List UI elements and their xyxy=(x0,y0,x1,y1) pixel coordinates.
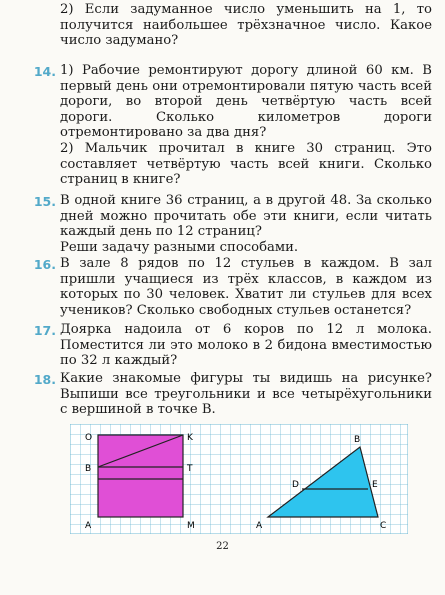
problem-17 xyxy=(12,322,432,369)
problem-text: Какие знакомые фигуры ты видишь на рисунке? Выпиши все треугольники и все четырёхугольники с вершиной в точке B. xyxy=(60,371,432,418)
problem-text: 2) Если задуманное число уменьшить на 1, то получится наибольшее трёхзначное число. Какое число задумано? xyxy=(60,2,432,49)
problem-15 xyxy=(12,193,432,255)
label-c: C xyxy=(380,521,387,531)
label-k: K xyxy=(187,433,193,443)
label-b-left: B xyxy=(85,464,92,474)
problem-number: 17. xyxy=(33,323,56,338)
label-b-triangle: B xyxy=(354,435,361,445)
label-m: M xyxy=(187,521,195,531)
problem-number: 15. xyxy=(33,194,56,209)
problem-text: В зале 8 рядов по 12 стульев в каждом. В зал пришли учащиеся из трёх классов, в каждом из которых по 30 человек. Хватит ли стульев для всех учеников? Сколько свободных стульев останется? xyxy=(60,256,432,318)
page-number: 22 xyxy=(216,541,229,552)
problem-text: 1) Рабочие ремонтируют дорогу длиной 60 км. В первый день они отремонтировали пятую часть всей дороги, во второй день четвёртую часть всей дороги. Сколько километров дороги отремонтировано за два дня? xyxy=(60,63,432,141)
problem-number: 18. xyxy=(33,372,56,387)
label-a-left: A xyxy=(85,521,92,531)
problem-number: 14. xyxy=(33,64,56,79)
problem-text: В одной книге 36 страниц, а в другой 48. За сколько дней можно прочитать обе эти книги, если читать каждый день по 12 страниц? xyxy=(60,193,432,240)
geometry-figure xyxy=(70,424,408,534)
problem-16 xyxy=(12,256,432,318)
problem-text: 2) Мальчик прочитал в книге 30 страниц. Это составляет четвёртую часть всей книги. Сколько страниц в книге? xyxy=(60,140,432,188)
label-a-triangle: A xyxy=(256,521,263,531)
label-d: D xyxy=(292,480,299,490)
rectangle-okma xyxy=(98,435,183,517)
problem-text: Доярка надоила от 6 коров по 12 л молока. Поместится ли это молоко в 2 бидона вместимостью по 32 л каждый? xyxy=(60,322,432,369)
problem-text: Реши задачу разными способами. xyxy=(60,239,299,255)
problem-13-continuation xyxy=(12,2,432,49)
label-t: T xyxy=(187,464,193,474)
problem-14 xyxy=(12,63,432,188)
problem-number: 16. xyxy=(33,257,56,272)
problem-18 xyxy=(12,371,432,418)
label-o: O xyxy=(85,433,93,443)
label-e: E xyxy=(372,480,378,490)
